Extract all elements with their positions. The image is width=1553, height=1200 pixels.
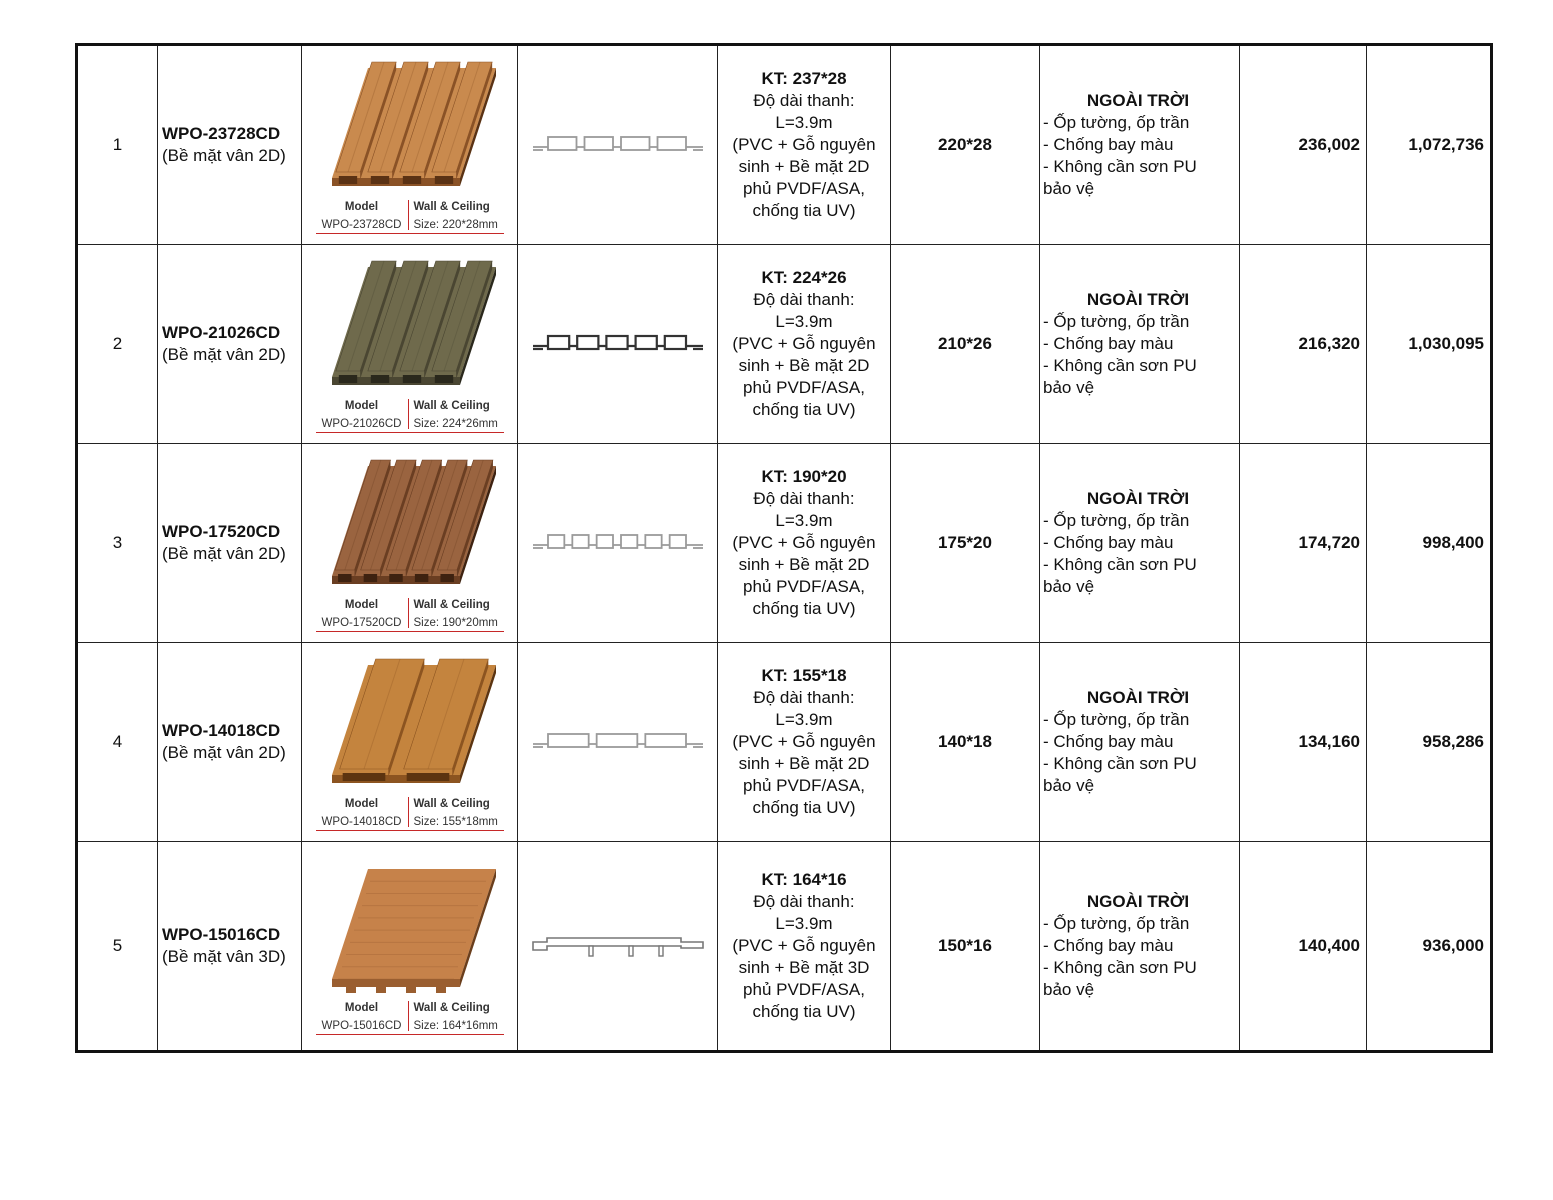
row-index: 5 (77, 842, 158, 1052)
model-code: WPO-23728CD (162, 124, 281, 143)
usage-cell (1040, 643, 1240, 842)
spec-line: (PVC + Gỗ nguyên (732, 533, 876, 552)
profile-cell (518, 444, 718, 643)
model-cell (158, 45, 302, 245)
product-photo (310, 651, 510, 833)
product-photo-cell (302, 444, 518, 643)
spec-cell (718, 444, 891, 643)
table-row (77, 842, 1492, 1052)
wood-panel-icon (310, 54, 510, 194)
usage-line: bảo vệ (1043, 179, 1095, 198)
spec-line: L=3.9m (775, 113, 833, 132)
caption-code: WPO-14018CD (321, 816, 402, 828)
spec-line: Độ dài thanh: (753, 91, 855, 110)
usage-line: - Chống bay màu (1043, 732, 1174, 751)
cross-section-profile-icon (525, 125, 711, 165)
spec-dimension: KT: 190*20 (761, 467, 847, 486)
caption-use: Wall & Ceiling (413, 400, 490, 412)
caption-code: WPO-17520CD (321, 617, 402, 629)
spec-line: Độ dài thanh: (753, 688, 855, 707)
caption-model-label: Model (344, 599, 379, 611)
spec-line: phủ PVDF/ASA, (743, 776, 865, 795)
caption-divider (408, 598, 410, 628)
product-photo-cell (302, 643, 518, 842)
usage-cell (1040, 45, 1240, 245)
price-table (75, 43, 1493, 1053)
spec-line: Độ dài thanh: (753, 290, 855, 309)
usage-line: - Không cần sơn PU (1043, 555, 1197, 574)
model-cell (158, 444, 302, 643)
price-per-bar: 236,002 (1240, 45, 1367, 245)
spec-cell (718, 245, 891, 444)
usage-cell (1040, 245, 1240, 444)
cross-section-profile-icon (525, 926, 711, 966)
caption-use: Wall & Ceiling (413, 798, 490, 810)
usage-line: - Chống bay màu (1043, 533, 1174, 552)
price-per-bar: 216,320 (1240, 245, 1367, 444)
caption-model-label: Model (344, 400, 379, 412)
cross-section-profile-icon (525, 523, 711, 563)
spec-dimension: KT: 237*28 (761, 69, 847, 88)
spec-line: (PVC + Gỗ nguyên (732, 936, 876, 955)
spec-line: chống tia UV) (752, 201, 856, 220)
model-code: WPO-15016CD (162, 925, 281, 944)
spec-line: Độ dài thanh: (753, 892, 855, 911)
profile-cell (518, 45, 718, 245)
spec-line: L=3.9m (775, 511, 833, 530)
usage-line: - Chống bay màu (1043, 334, 1174, 353)
table-body (77, 45, 1492, 1052)
spec-line: phủ PVDF/ASA, (743, 577, 865, 596)
price-per-m2: 1,072,736 (1367, 45, 1492, 245)
caption-divider (408, 200, 410, 230)
spec-dimension: KT: 224*26 (761, 268, 847, 287)
caption-model-label: Model (344, 798, 379, 810)
caption-model-label: Model (344, 201, 379, 213)
caption-underline (316, 233, 504, 235)
row-index: 4 (77, 643, 158, 842)
effective-size: 140*18 (891, 643, 1040, 842)
spec-line: sinh + Bề mặt 2D (738, 555, 870, 574)
spec-line: sinh + Bề mặt 2D (738, 356, 870, 375)
spec-line: L=3.9m (775, 710, 833, 729)
product-photo-cell (302, 45, 518, 245)
price-per-m2: 958,286 (1367, 643, 1492, 842)
caption-code: WPO-23728CD (321, 219, 402, 231)
price-per-bar: 140,400 (1240, 842, 1367, 1052)
product-photo-cell (302, 245, 518, 444)
spec-dimension: KT: 155*18 (761, 666, 847, 685)
row-index: 1 (77, 45, 158, 245)
caption-model-label: Model (344, 1002, 379, 1014)
spec-line: (PVC + Gỗ nguyên (732, 334, 876, 353)
table-row (77, 444, 1492, 643)
effective-size: 210*26 (891, 245, 1040, 444)
usage-title: NGOÀI TRỜI (1086, 290, 1190, 309)
model-code: WPO-17520CD (162, 522, 281, 541)
effective-size: 220*28 (891, 45, 1040, 245)
caption-use: Wall & Ceiling (413, 1002, 490, 1014)
model-code: WPO-21026CD (162, 323, 281, 342)
spec-cell (718, 643, 891, 842)
caption-size: Size: 224*26mm (413, 418, 498, 430)
caption-underline (316, 1034, 504, 1036)
model-code: WPO-14018CD (162, 721, 281, 740)
effective-size: 175*20 (891, 444, 1040, 643)
spec-line: Độ dài thanh: (753, 489, 855, 508)
usage-line: bảo vệ (1043, 378, 1095, 397)
usage-line: bảo vệ (1043, 776, 1095, 795)
caption-underline (316, 631, 504, 633)
usage-line: - Chống bay màu (1043, 936, 1174, 955)
spec-cell (718, 45, 891, 245)
spec-line: (PVC + Gỗ nguyên (732, 732, 876, 751)
model-surface: (Bề mặt vân 2D) (162, 544, 286, 563)
price-per-m2: 998,400 (1367, 444, 1492, 643)
photo-caption (316, 795, 504, 831)
usage-cell (1040, 842, 1240, 1052)
usage-line: bảo vệ (1043, 980, 1095, 999)
spec-line: phủ PVDF/ASA, (743, 980, 865, 999)
photo-caption (316, 397, 504, 433)
spec-line: sinh + Bề mặt 2D (738, 754, 870, 773)
caption-divider (408, 399, 410, 429)
spec-line: phủ PVDF/ASA, (743, 179, 865, 198)
table-row (77, 643, 1492, 842)
caption-code: WPO-15016CD (321, 1020, 402, 1032)
product-photo (310, 253, 510, 435)
usage-line: - Không cần sơn PU (1043, 754, 1197, 773)
cross-section-profile-icon (525, 324, 711, 364)
table-row (77, 45, 1492, 245)
product-photo (310, 54, 510, 236)
model-cell (158, 643, 302, 842)
spec-line: sinh + Bề mặt 3D (738, 958, 870, 977)
usage-line: - Ốp tường, ốp trần (1043, 710, 1190, 729)
usage-line: - Chống bay màu (1043, 135, 1174, 154)
caption-size: Size: 164*16mm (413, 1020, 498, 1032)
caption-size: Size: 190*20mm (413, 617, 498, 629)
model-cell (158, 842, 302, 1052)
spec-line: (PVC + Gỗ nguyên (732, 135, 876, 154)
model-surface: (Bề mặt vân 3D) (162, 947, 286, 966)
usage-line: - Ốp tường, ốp trần (1043, 113, 1190, 132)
spec-cell (718, 842, 891, 1052)
usage-title: NGOÀI TRỜI (1086, 489, 1190, 508)
spec-line: chống tia UV) (752, 798, 856, 817)
caption-underline (316, 432, 504, 434)
spec-line: L=3.9m (775, 914, 833, 933)
usage-title: NGOÀI TRỜI (1086, 91, 1190, 110)
usage-line: - Ốp tường, ốp trần (1043, 312, 1190, 331)
effective-size: 150*16 (891, 842, 1040, 1052)
caption-size: Size: 155*18mm (413, 816, 498, 828)
profile-cell (518, 643, 718, 842)
price-per-bar: 134,160 (1240, 643, 1367, 842)
product-photo-cell (302, 842, 518, 1052)
caption-size: Size: 220*28mm (413, 219, 498, 231)
caption-use: Wall & Ceiling (413, 599, 490, 611)
wood-panel-icon (310, 855, 510, 995)
model-cell (158, 245, 302, 444)
profile-cell (518, 842, 718, 1052)
caption-divider (408, 1001, 410, 1031)
spec-line: sinh + Bề mặt 2D (738, 157, 870, 176)
usage-line: - Không cần sơn PU (1043, 157, 1197, 176)
usage-line: - Ốp tường, ốp trần (1043, 914, 1190, 933)
usage-line: - Ốp tường, ốp trần (1043, 511, 1190, 530)
wood-panel-icon (310, 651, 510, 791)
photo-caption (316, 596, 504, 632)
caption-divider (408, 797, 410, 827)
price-per-m2: 936,000 (1367, 842, 1492, 1052)
usage-cell (1040, 444, 1240, 643)
product-photo (310, 452, 510, 634)
photo-caption (316, 198, 504, 234)
usage-title: NGOÀI TRỜI (1086, 892, 1190, 911)
model-surface: (Bề mặt vân 2D) (162, 146, 286, 165)
price-per-m2: 1,030,095 (1367, 245, 1492, 444)
usage-line: bảo vệ (1043, 577, 1095, 596)
spec-line: chống tia UV) (752, 1002, 856, 1021)
row-index: 3 (77, 444, 158, 643)
wood-panel-icon (310, 452, 510, 592)
usage-title: NGOÀI TRỜI (1086, 688, 1190, 707)
wood-panel-icon (310, 253, 510, 393)
row-index: 2 (77, 245, 158, 444)
spec-line: chống tia UV) (752, 599, 856, 618)
caption-underline (316, 830, 504, 832)
model-surface: (Bề mặt vân 2D) (162, 743, 286, 762)
spec-line: chống tia UV) (752, 400, 856, 419)
spec-line: L=3.9m (775, 312, 833, 331)
usage-line: - Không cần sơn PU (1043, 958, 1197, 977)
table-row (77, 245, 1492, 444)
product-photo (310, 855, 510, 1037)
cross-section-profile-icon (525, 722, 711, 762)
caption-use: Wall & Ceiling (413, 201, 490, 213)
profile-cell (518, 245, 718, 444)
photo-caption (316, 999, 504, 1035)
spec-dimension: KT: 164*16 (761, 870, 847, 889)
spec-line: phủ PVDF/ASA, (743, 378, 865, 397)
price-per-bar: 174,720 (1240, 444, 1367, 643)
caption-code: WPO-21026CD (321, 418, 402, 430)
model-surface: (Bề mặt vân 2D) (162, 345, 286, 364)
usage-line: - Không cần sơn PU (1043, 356, 1197, 375)
